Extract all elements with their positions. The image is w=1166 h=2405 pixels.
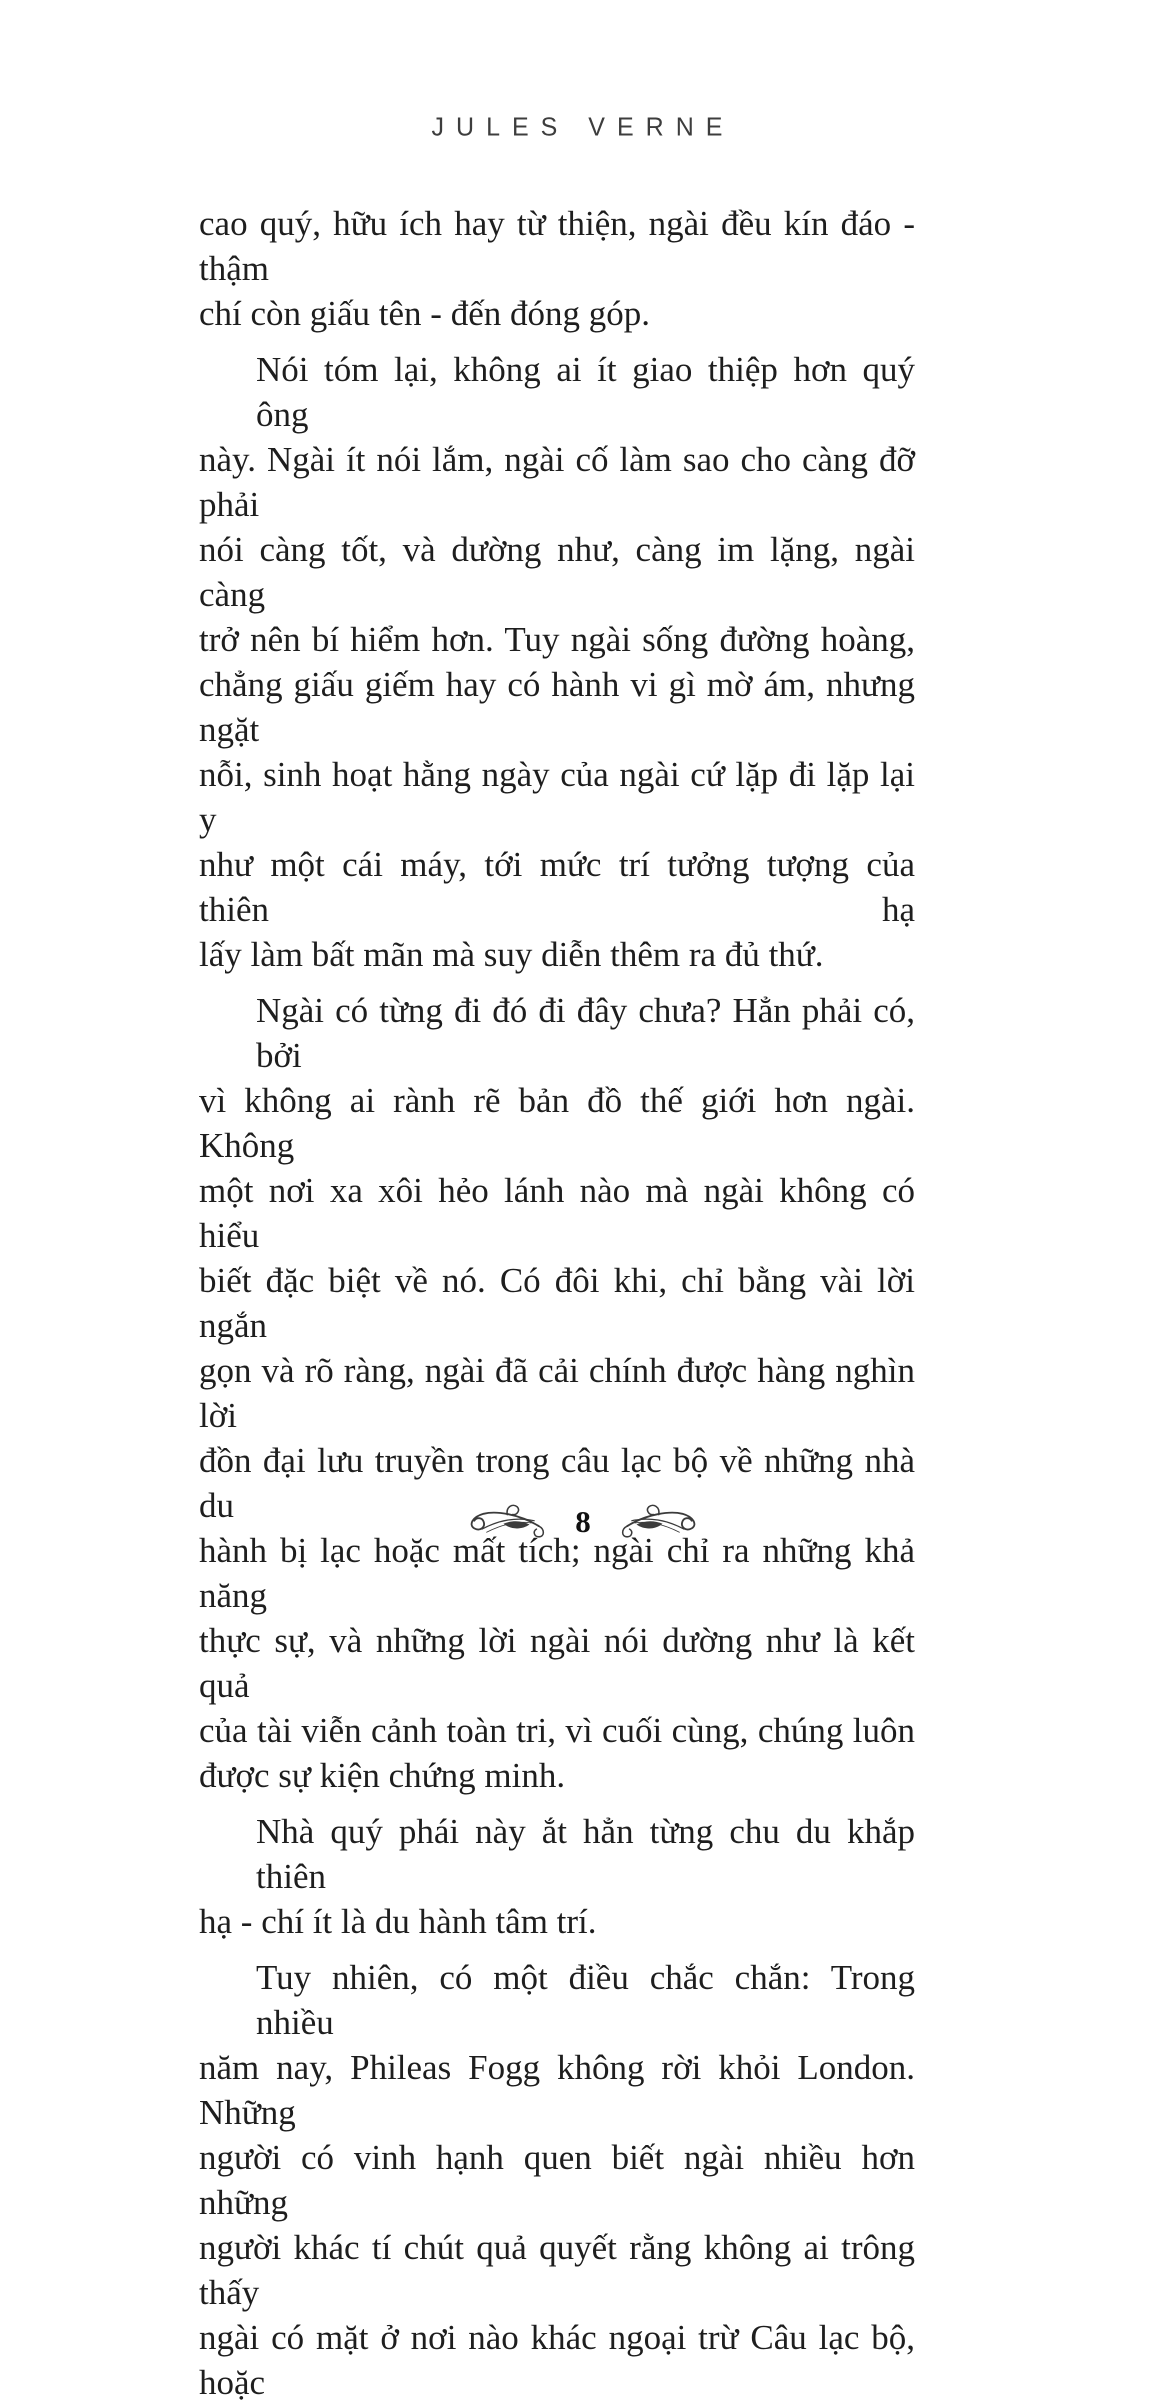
- text-line: cao quý, hữu ích hay từ thiện, ngài đều kín đáo - thậm: [199, 204, 915, 288]
- text-line: nói càng tốt, và dường như, càng im lặng, ngài càng: [199, 530, 915, 614]
- text-line: gọn và rõ ràng, ngài đã cải chính được hàng nghìn lời: [199, 1351, 915, 1435]
- text-line: chẳng giấu giếm hay có hành vi gì mờ ám, nhưng ngặt: [199, 665, 915, 749]
- text-line: đồn đại lưu truyền trong câu lạc bộ về những nhà du: [199, 1441, 915, 1525]
- text-line: vì không ai rành rẽ bản đồ thế giới hơn ngài. Không: [199, 1081, 915, 1165]
- text-line: Tuy nhiên, có một điều chắc chắn: Trong nhiều: [256, 1958, 915, 2042]
- paragraph: [199, 201, 915, 336]
- text-line: của tài viễn cảnh toàn tri, vì cuối cùng, chúng luôn: [199, 1711, 915, 1750]
- text-line: trở nên bí hiểm hơn. Tuy ngài sống đường hoàng,: [199, 620, 915, 659]
- text-line: Nói tóm lại, không ai ít giao thiệp hơn quý ông: [256, 350, 915, 434]
- text-line: được sự kiện chứng minh.: [199, 1756, 566, 1795]
- text-line: này. Ngài ít nói lắm, ngài cố làm sao cho càng đỡ phải: [199, 440, 915, 524]
- swirl-flourish-right-icon: [615, 1497, 707, 1549]
- text-line: biết đặc biệt về nó. Có đôi khi, chỉ bằng vài lời ngắn: [199, 1261, 915, 1345]
- text-line: năm nay, Phileas Fogg không rời khỏi London. Những: [199, 2048, 915, 2132]
- paragraph: [199, 988, 915, 1798]
- page-header: [0, 113, 1166, 142]
- text-line: ngài có mặt ở nơi nào khác ngoại trừ Câu lạc bộ, hoặc: [199, 2318, 915, 2402]
- page-number: 8: [575, 1503, 591, 1539]
- text-line: như một cái máy, tới mức trí tưởng tượng của thiên hạ: [199, 845, 915, 929]
- text-line: người khác tí chút quả quyết rằng không ai trông thấy: [199, 2228, 915, 2312]
- text-line: Ngài có từng đi đó đi đây chưa? Hẳn phải có, bởi: [256, 991, 915, 1075]
- swirl-flourish-left-icon: [459, 1497, 551, 1549]
- text-line: Nhà quý phái này ắt hẳn từng chu du khắp thiên: [256, 1812, 915, 1896]
- text-line: một nơi xa xôi hẻo lánh nào mà ngài không có hiểu: [199, 1171, 915, 1255]
- text-line: thực sự, và những lời ngài nói dường như là kết quả: [199, 1621, 915, 1705]
- text-line: hành bị lạc hoặc mất tích; ngài chỉ ra những khả năng: [199, 1531, 915, 1615]
- text-line: nỗi, sinh hoạt hằng ngày của ngài cứ lặp đi lặp lại y: [199, 755, 915, 839]
- paragraph: [199, 347, 915, 977]
- page-footer: [0, 1497, 1166, 1549]
- author-running-head: JULES VERNE: [431, 112, 735, 142]
- paragraph: [199, 1955, 915, 2405]
- text-line: người có vinh hạnh quen biết ngài nhiều hơn những: [199, 2138, 915, 2222]
- paragraph: [199, 1809, 915, 1944]
- text-line: lấy làm bất mãn mà suy diễn thêm ra đủ thứ.: [199, 935, 824, 974]
- text-block: [199, 201, 915, 2405]
- text-line: hạ - chí ít là du hành tâm trí.: [199, 1902, 597, 1941]
- text-line: chí còn giấu tên - đến đóng góp.: [199, 294, 651, 333]
